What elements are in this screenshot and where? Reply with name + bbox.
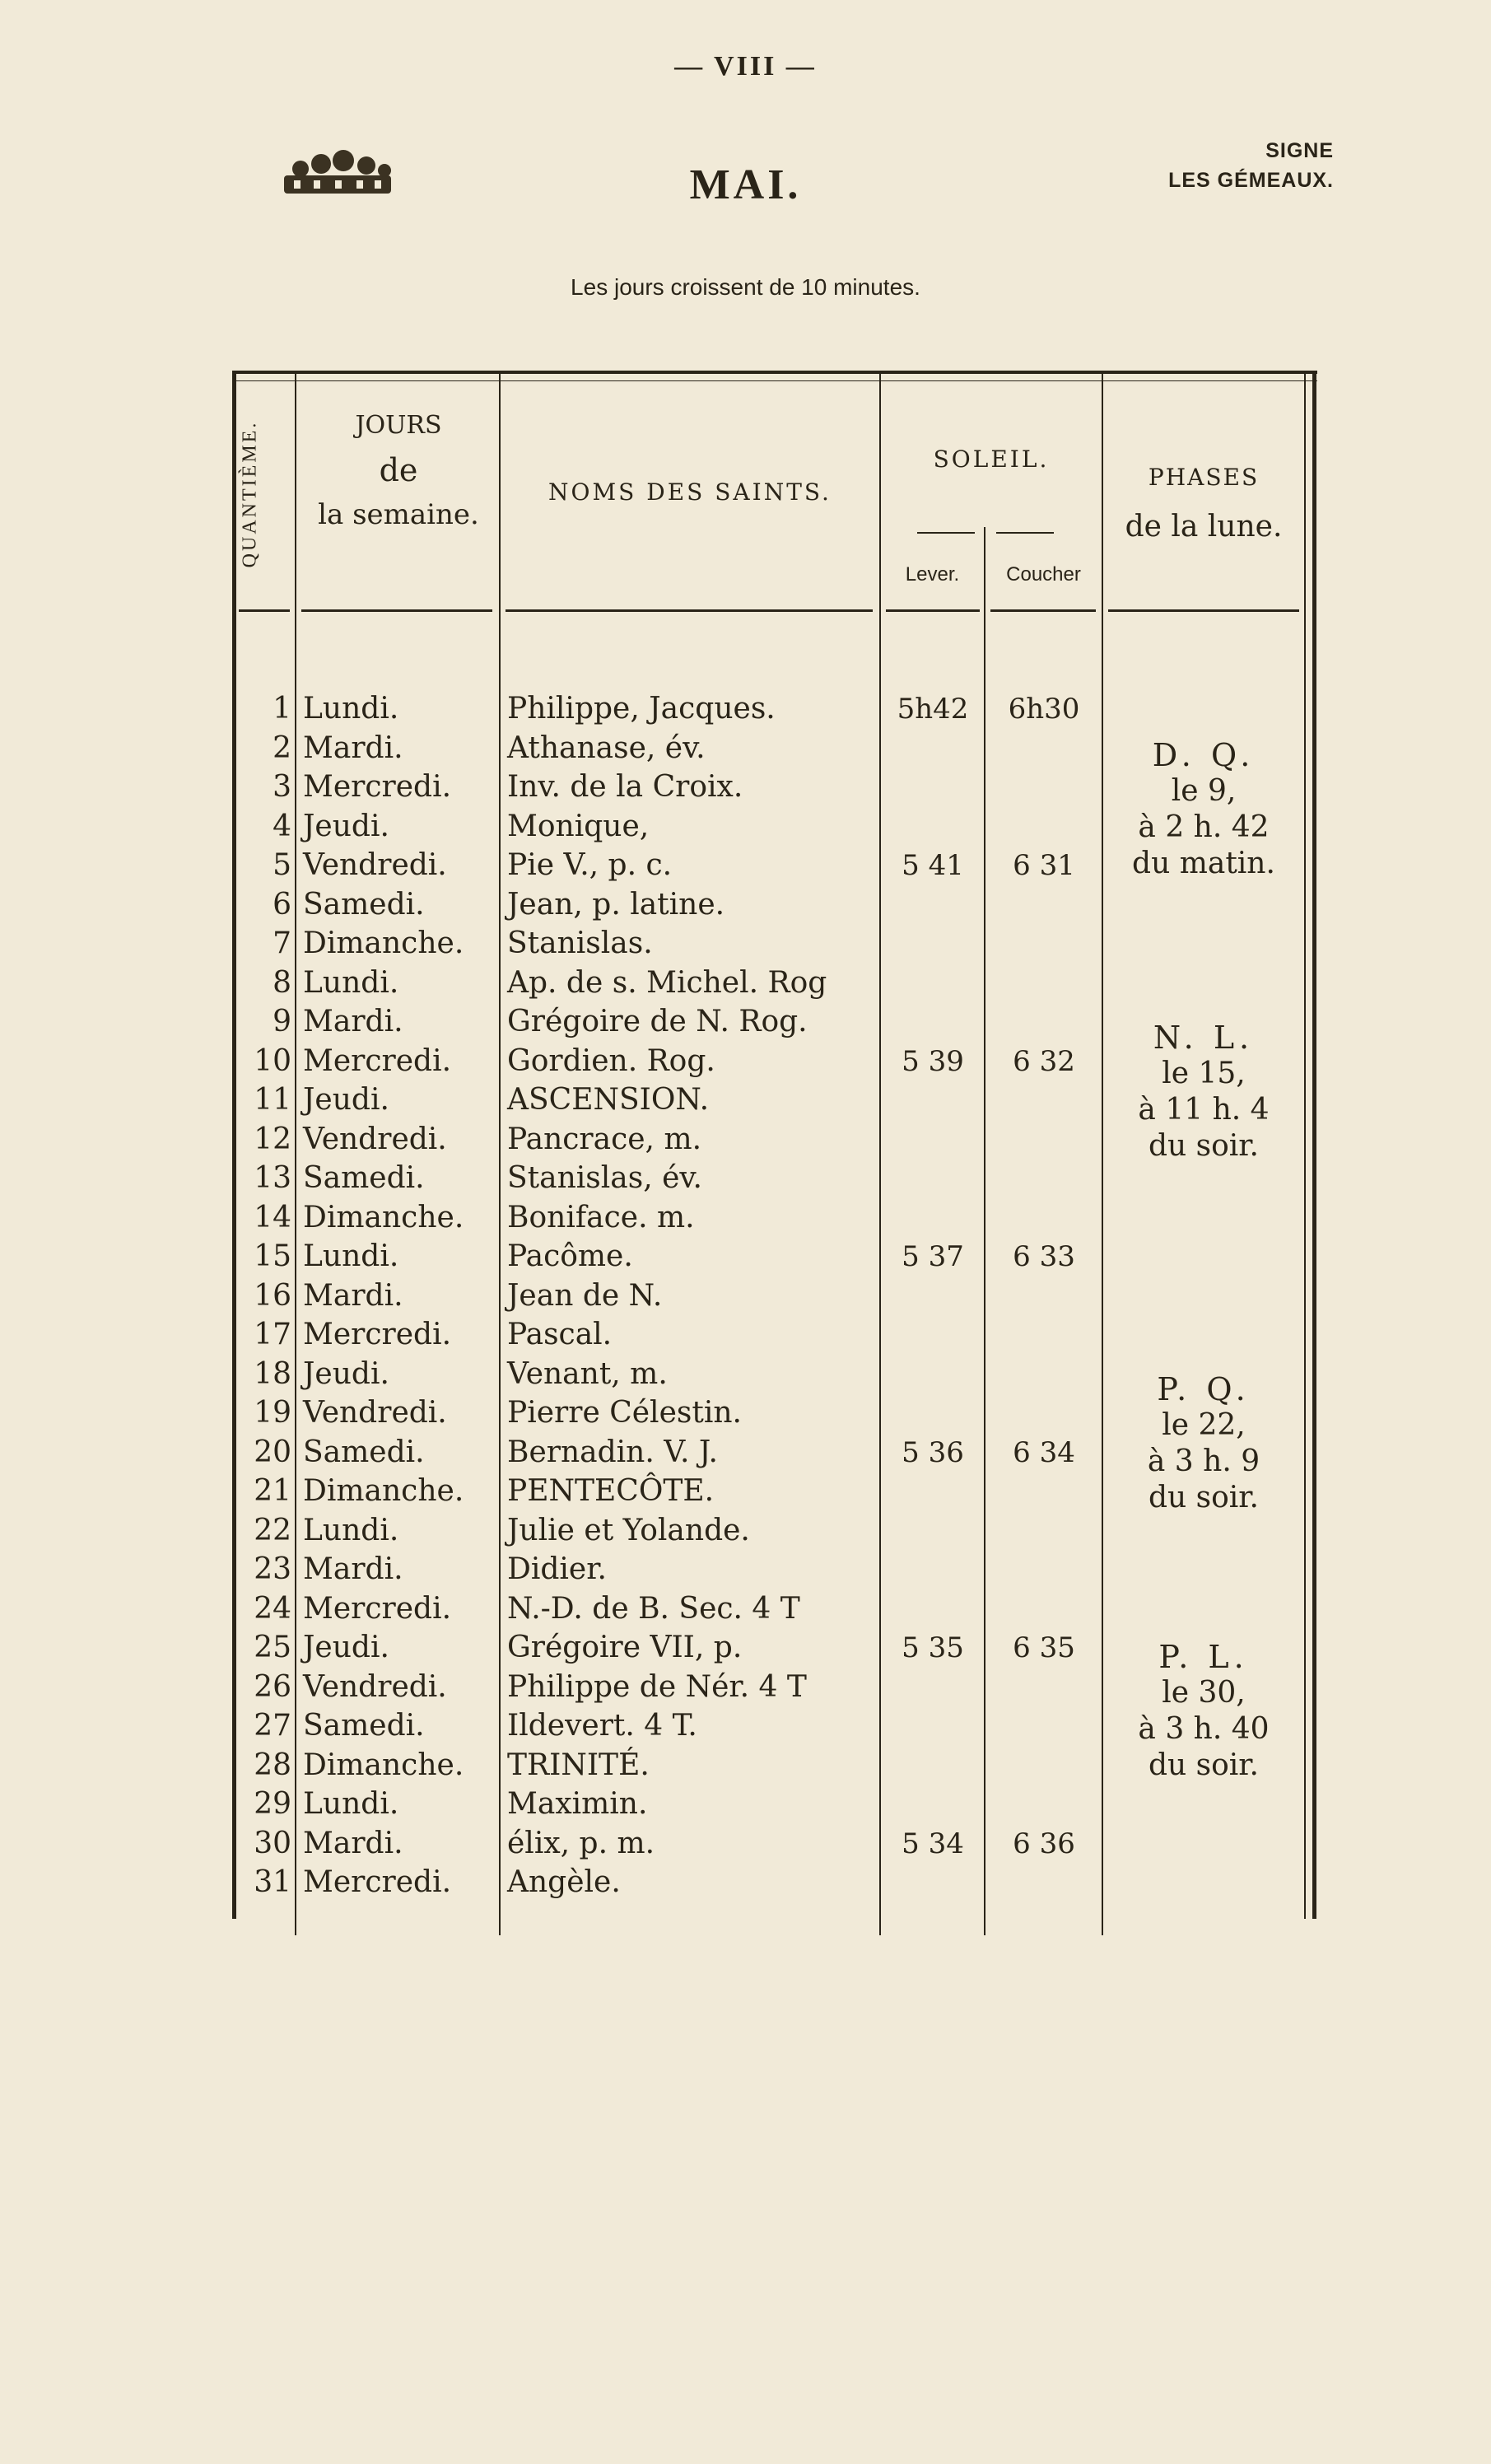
saint-name: Maximin. [507, 1787, 648, 1821]
day-number: 11 [254, 1083, 291, 1117]
day-number: 28 [254, 1748, 291, 1782]
day-number: 3 [273, 770, 291, 804]
phase-name: N. L. [1153, 1020, 1255, 1056]
header-phases [1103, 436, 1304, 544]
rule-saints [506, 609, 873, 612]
saint-name: Pancrace, m. [507, 1122, 702, 1156]
weekday: Lundi. [303, 1787, 399, 1821]
weekday: Dimanche. [303, 926, 464, 960]
header-quantieme-text: QUANTIÈME. [239, 420, 261, 568]
header-phases-1: PHASES [1148, 464, 1260, 491]
rule-lever [886, 609, 980, 612]
weekday: Mardi. [303, 1005, 403, 1038]
saint-name: Gordien. Rog. [507, 1043, 715, 1078]
saint-name: Grégoire de N. Rog. [507, 1005, 808, 1038]
header-jours-1: JOURS [355, 411, 442, 440]
weekday: Jeudi. [303, 1356, 389, 1391]
sunrise-time: 5h42 [897, 693, 969, 726]
day-number: 18 [254, 1356, 291, 1391]
calendar-table [232, 371, 1317, 1935]
weekday: Mercredi. [303, 1865, 452, 1899]
weekday: Mardi. [303, 1826, 403, 1860]
phase-date: le 30, [1162, 1676, 1246, 1710]
month-title: MAI. [689, 161, 802, 208]
phase-period: du soir. [1148, 1748, 1260, 1782]
phase-name: D. Q. [1152, 737, 1256, 773]
moon-phase [1105, 737, 1302, 882]
weekday: Lundi. [303, 692, 399, 726]
sign-label: SIGNE [1265, 139, 1334, 162]
day-number: 22 [254, 1513, 291, 1547]
moon-phase [1105, 1371, 1302, 1516]
day-number: 4 [273, 809, 291, 843]
phase-time: à 3 h. 9 [1147, 1444, 1260, 1478]
sign-name: LES GÉMEAUX. [1168, 169, 1334, 192]
sunrise-time: 5 35 [902, 1631, 964, 1664]
table-top-rule [232, 371, 1317, 374]
phase-date: le 9, [1171, 774, 1237, 808]
weekday: Mercredi. [303, 1591, 452, 1626]
weekday: Vendredi. [303, 1396, 447, 1430]
phase-period: du soir. [1148, 1481, 1260, 1514]
saint-name: Pacôme. [507, 1239, 633, 1273]
saint-name: Grégoire VII, p. [507, 1631, 743, 1664]
right-border [1312, 371, 1316, 1919]
saint-name: Pascal. [507, 1318, 613, 1351]
weekday: Lundi. [303, 965, 399, 1000]
saint-name: Pierre Célestin. [507, 1396, 742, 1430]
phase-name: P. Q. [1157, 1371, 1251, 1407]
weekday: Lundi. [303, 1513, 399, 1547]
saint-name: Jean de N. [507, 1278, 663, 1313]
day-number: 31 [254, 1865, 291, 1899]
day-number: 8 [273, 965, 291, 1000]
weekday: Samedi. [303, 1161, 425, 1195]
rule-weekday [301, 609, 492, 612]
header-coucher: Coucher [1006, 563, 1081, 586]
weekday: Mercredi. [303, 1043, 452, 1078]
weekday: Samedi. [303, 1709, 425, 1743]
weekday: Mercredi. [303, 1318, 452, 1351]
phase-period: du matin. [1132, 847, 1275, 880]
phase-date: le 15, [1162, 1057, 1246, 1090]
day-number: 6 [273, 887, 291, 922]
weekday: Vendredi. [303, 1122, 447, 1156]
header-phases-2: de la lune. [1125, 510, 1283, 544]
page-number: — VIII — [674, 51, 817, 82]
rule-phases [1108, 609, 1299, 612]
day-number: 9 [273, 1005, 291, 1038]
col-divider-soleil [1102, 371, 1103, 1935]
weekday: Jeudi. [303, 1083, 389, 1117]
saint-name: Philippe, Jacques. [507, 692, 776, 726]
day-number: 29 [254, 1787, 291, 1821]
saint-name: Angèle. [507, 1865, 621, 1899]
saint-name: Ap. de s. Michel. Rog [507, 965, 827, 1000]
phase-time: à 11 h. 4 [1138, 1093, 1270, 1127]
phase-name: P. L. [1158, 1639, 1249, 1675]
brace-left [917, 532, 975, 534]
day-number: 16 [254, 1278, 291, 1313]
zodiac-sign [1070, 136, 1334, 195]
rule-day [239, 609, 290, 612]
day-number: 17 [254, 1318, 291, 1351]
weekday: Dimanche. [303, 1200, 464, 1234]
header-lever: Lever. [905, 563, 960, 586]
col-divider-lever [984, 527, 985, 1935]
saint-name: Stanislas, év. [507, 1161, 702, 1195]
weekday: Mardi. [303, 1278, 403, 1313]
sunrise-time: 5 41 [902, 849, 964, 882]
day-number: 13 [254, 1161, 291, 1195]
weekday: Samedi. [303, 887, 425, 922]
saint-name: Venant, m. [507, 1356, 668, 1391]
phase-period: du soir. [1148, 1129, 1260, 1163]
day-number: 23 [254, 1552, 291, 1586]
saint-name: TRINITÉ. [507, 1748, 650, 1782]
moon-phase [1105, 1639, 1302, 1784]
sunset-time: 6 32 [1013, 1044, 1075, 1078]
saint-name: élix, p. m. [507, 1826, 655, 1860]
weekday: Vendredi. [303, 848, 447, 882]
col-divider-day [295, 371, 296, 1935]
phase-time: à 3 h. 40 [1138, 1712, 1270, 1746]
phase-time: à 2 h. 42 [1138, 810, 1270, 844]
saint-name: ASCENSION. [507, 1083, 710, 1117]
phase-date: le 22, [1162, 1408, 1246, 1442]
saint-name: Julie et Yolande. [507, 1513, 750, 1547]
col-divider-weekday [499, 371, 501, 1935]
day-number: 21 [254, 1474, 291, 1508]
saint-name: Stanislas. [507, 926, 653, 960]
weekday: Vendredi. [303, 1669, 447, 1704]
right-border-inner [1304, 371, 1306, 1919]
moon-phase [1105, 1020, 1302, 1164]
subtitle: Les jours croissent de 10 minutes. [571, 274, 920, 300]
saint-name: Inv. de la Croix. [507, 770, 743, 804]
saint-name: Ildevert. 4 T. [507, 1709, 697, 1743]
day-number: 5 [273, 848, 291, 882]
sunset-time: 6 31 [1013, 849, 1075, 882]
sunset-time: 6 34 [1013, 1435, 1075, 1469]
saint-name: Bernadin. V. J. [507, 1435, 718, 1469]
sunrise-time: 5 39 [902, 1044, 964, 1078]
weekday: Mercredi. [303, 770, 452, 804]
saint-name: Monique, [507, 809, 650, 843]
day-number: 30 [254, 1826, 291, 1860]
sunset-time: 6 33 [1013, 1240, 1075, 1273]
day-number: 25 [254, 1631, 291, 1664]
saint-name: Pie V., p. c. [507, 848, 673, 882]
day-number: 12 [254, 1122, 291, 1156]
sunrise-time: 5 37 [902, 1240, 964, 1273]
header-soleil: SOLEIL. [933, 446, 1050, 473]
saint-name: Boniface. m. [507, 1200, 695, 1234]
rule-coucher [990, 609, 1096, 612]
weekday: Dimanche. [303, 1748, 464, 1782]
weekday: Dimanche. [303, 1474, 464, 1508]
table-top-rule-thin [232, 380, 1317, 381]
saint-name: Didier. [507, 1552, 607, 1586]
header-jours-2: de [379, 452, 418, 488]
sunset-time: 6 35 [1013, 1631, 1075, 1664]
header-jours-3: la semaine. [318, 498, 479, 531]
day-number: 19 [254, 1396, 291, 1430]
saint-name: Athanase, év. [507, 730, 706, 765]
day-number: 10 [254, 1043, 291, 1078]
sunrise-time: 5 36 [902, 1435, 964, 1469]
weekday: Mardi. [303, 1552, 403, 1586]
brace-right [996, 532, 1054, 534]
saint-name: PENTECÔTE. [507, 1474, 715, 1508]
header-saints: NOMS DES SAINTS. [548, 478, 832, 506]
left-border [232, 371, 236, 1919]
header-quantieme [226, 395, 275, 593]
day-number: 14 [254, 1200, 291, 1234]
day-number: 15 [254, 1239, 291, 1273]
weekday: Jeudi. [303, 809, 389, 843]
sunrise-time: 5 34 [902, 1827, 964, 1860]
day-number: 27 [254, 1709, 291, 1743]
sunset-time: 6h30 [1008, 693, 1080, 726]
day-number: 24 [254, 1591, 291, 1626]
weekday: Mardi. [303, 730, 403, 765]
weekday: Samedi. [303, 1435, 425, 1469]
day-number: 26 [254, 1669, 291, 1704]
header-jours [298, 404, 499, 537]
saint-name: Philippe de Nér. 4 T [507, 1669, 807, 1704]
day-number: 2 [273, 730, 291, 765]
sunset-time: 6 36 [1013, 1827, 1075, 1860]
saint-name: N.-D. de B. Sec. 4 T [507, 1591, 800, 1626]
day-number: 1 [273, 692, 291, 726]
weekday: Jeudi. [303, 1631, 389, 1664]
saint-name: Jean, p. latine. [507, 887, 725, 922]
day-number: 7 [273, 926, 291, 960]
weekday: Lundi. [303, 1239, 399, 1273]
col-divider-saints [879, 371, 881, 1935]
day-number: 20 [254, 1435, 291, 1469]
